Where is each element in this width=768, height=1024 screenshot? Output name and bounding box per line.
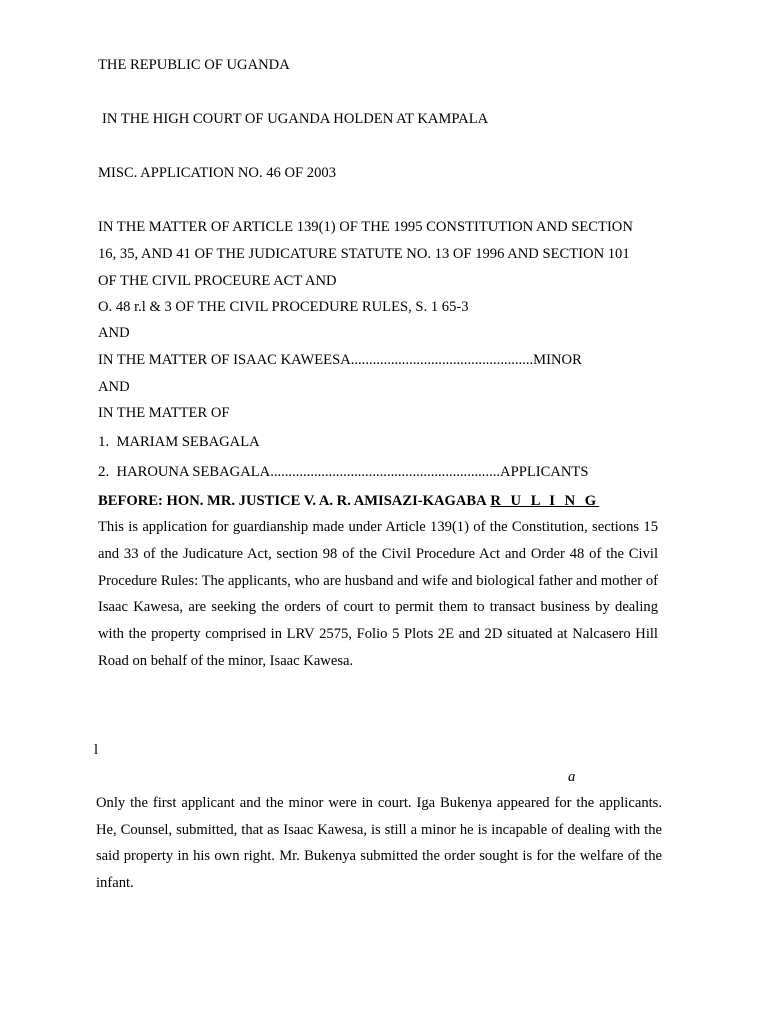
matter-line-1: IN THE MATTER OF ARTICLE 139(1) OF THE 1995 CONSTITUTION AND SECTION xyxy=(98,219,633,235)
application-number: MISC. APPLICATION NO. 46 OF 2003 xyxy=(98,165,336,181)
applicant-number: 1. xyxy=(98,434,110,450)
minor-matter-line: IN THE MATTER OF ISAAC KAWEESA..................................................MINOR xyxy=(98,352,582,368)
matter-of-heading: IN THE MATTER OF xyxy=(98,405,230,421)
paragraph-1: This is application for guardianship made under Article 139(1) of the Constitution, sections 15 and 33 of the Judicature Act, section 98 of the Civil Procedure Act and Order 48 of the Civil Procedure Rules: The applicants, who are husband and wife and biological father and mother of Isaac Kawesa, are seeking the orders of court to permit them to transact business by dealing with the property comprised in LRV 2575, Folio 5 Plots 2E and 2D situated at Nalcasero Hill Road on behalf of the minor, Isaac Kawesa. xyxy=(98,519,658,669)
applicant-item-1 xyxy=(98,433,260,451)
republic-heading: THE REPUBLIC OF UGANDA xyxy=(98,57,290,73)
matter-line-4: O. 48 r.l & 3 OF THE CIVIL PROCEDURE RULES, S. 1 65-3 xyxy=(98,299,469,315)
stray-mark-right: a xyxy=(568,769,576,785)
matter-line-2: 16, 35, AND 41 OF THE JUDICATURE STATUTE NO. 13 OF 1996 AND SECTION 101 xyxy=(98,246,630,262)
and-separator-1: AND xyxy=(98,325,130,341)
judge-heading: BEFORE: HON. MR. JUSTICE V. A. R. AMISAZI-KAGABA xyxy=(98,493,487,509)
before-line xyxy=(98,492,599,510)
stray-mark-left: l xyxy=(94,742,99,758)
and-separator-2: AND xyxy=(98,379,130,395)
ruling-heading: R U L I N G xyxy=(490,493,600,509)
applicant-name: HAROUNA SEBAGALA...............................................................APPLICANTS xyxy=(116,464,589,480)
applicant-number: 2. xyxy=(98,464,110,480)
matter-line-3: OF THE CIVIL PROCEURE ACT AND xyxy=(98,273,337,289)
court-heading: IN THE HIGH COURT OF UGANDA HOLDEN AT KAMPALA xyxy=(102,111,489,127)
applicant-name: MARIAM SEBAGALA xyxy=(116,434,260,450)
paragraph-2: Only the first applicant and the minor were in court. Iga Bukenya appeared for the applicants. He, Counsel, submitted, that as Isaac Kawesa, is still a minor he is incapable of dealing with the said property in his own right. Mr. Bukenya submitted the order sought is for the welfare of the infant. xyxy=(96,795,662,891)
applicant-item-2 xyxy=(98,463,588,481)
